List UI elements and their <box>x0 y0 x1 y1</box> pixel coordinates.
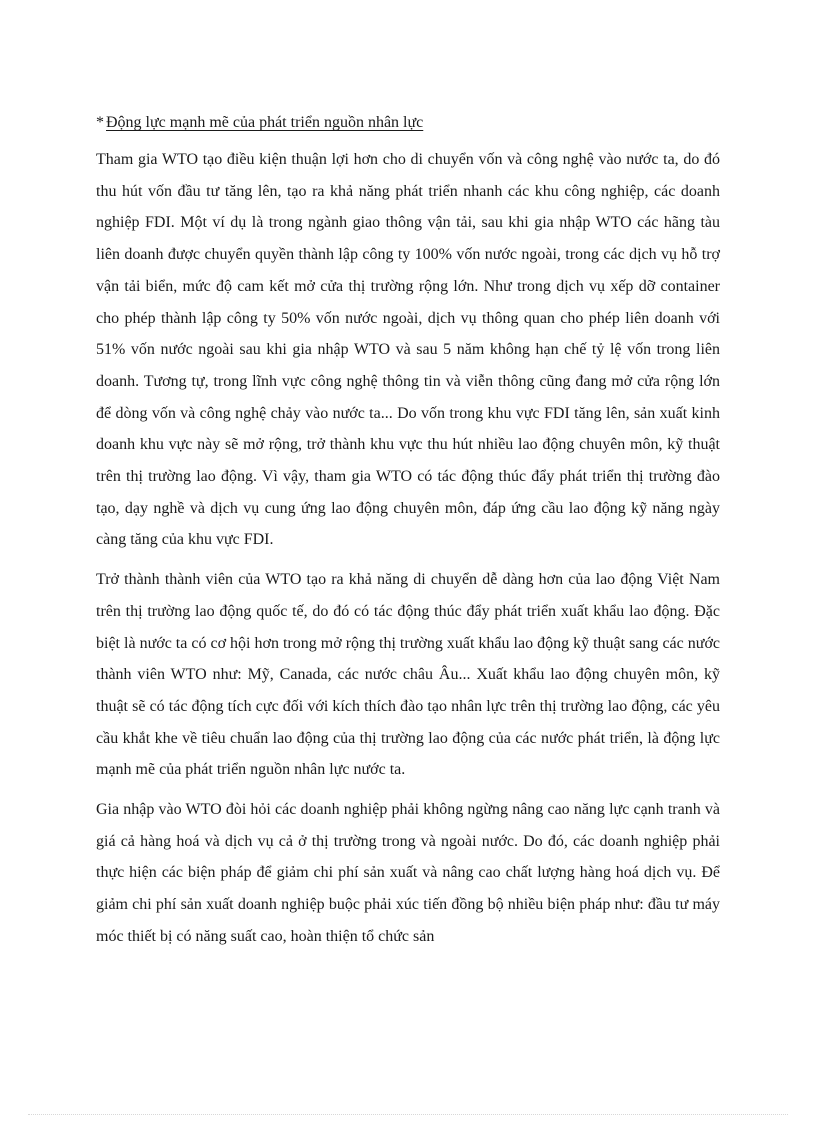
heading-marker: * <box>96 114 104 131</box>
paragraph-1: Tham gia WTO tạo điều kiện thuận lợi hơn cho di chuyển vốn và công nghệ vào nước ta, do đó thu hút vốn đầu tư tăng lên, tạo ra khả năng phát triển nhanh các khu công nghiệp, các doanh nghiệp FDI. Một ví dụ là trong ngành giao thông vận tải, sau khi gia nhập WTO các hãng tàu liên doanh được chuyển quyền thành lập công ty 100% vốn nước ngoài, trong các dịch vụ hỗ trợ vận tải biển, mức độ cam kết mở cửa thị trường rộng lớn. Như trong dịch vụ xếp dỡ container cho phép thành lập công ty 50% vốn nước ngoài, dịch vụ thông quan cho phép liên doanh với 51% vốn nước ngoài sau khi gia nhập WTO và sau 5 năm không hạn chế tỷ lệ vốn trong liên doanh. Tương tự, trong lĩnh vực công nghệ thông tin và viễn thông cũng đang mở cửa rộng lớn để dòng vốn và công nghệ chảy vào nước ta... Do vốn trong khu vực FDI tăng lên, sản xuất kinh doanh khu vực này sẽ mở rộng, trở thành khu vực thu hút nhiều lao động chuyên môn, kỹ thuật trên thị trường lao động. Vì vậy, tham gia WTO có tác động thúc đẩy phát triển thị trường đào tạo, dạy nghề và dịch vụ cung ứng lao động chuyên môn, đáp ứng cầu lao động kỹ năng ngày càng tăng của khu vực FDI. <box>96 151 720 549</box>
document-body <box>96 110 720 961</box>
page-bottom-edge <box>28 1114 788 1115</box>
paragraph-3: Gia nhập vào WTO đòi hỏi các doanh nghiệp phải không ngừng nâng cao năng lực cạnh tranh và giá cả hàng hoá và dịch vụ cả ở thị trường trong và ngoài nước. Do đó, các doanh nghiệp phải thực hiện các biện pháp để giảm chi phí sản xuất và nâng cao chất lượng hàng hoá dịch vụ. Để giảm chi phí sản xuất doanh nghiệp buộc phải xúc tiến đồng bộ nhiều biện pháp như: đầu tư máy móc thiết bị có năng suất cao, hoàn thiện tổ chức sản <box>96 801 720 945</box>
heading-text: Động lực mạnh mẽ của phát triển nguồn nhân lực <box>106 114 424 131</box>
paragraph-2: Trở thành thành viên của WTO tạo ra khả năng di chuyển dễ dàng hơn của lao động Việt Nam trên thị trường lao động quốc tế, do đó có tác động thúc đẩy phát triển xuất khẩu lao động. Đặc biệt là nước ta có cơ hội hơn trong mở rộng thị trường xuất khẩu lao động kỹ thuật sang các nước thành viên WTO như: Mỹ, Canada, các nước châu Âu... Xuất khẩu lao động chuyên môn, kỹ thuật sẽ có tác động tích cực đối với kích thích đào tạo nhân lực trên thị trường lao động, các yêu cầu khắt khe về tiêu chuẩn lao động của thị trường lao động của các nước phát triển, là động lực mạnh mẽ của phát triển nguồn nhân lực nước ta. <box>96 571 720 779</box>
section-heading <box>96 110 720 136</box>
